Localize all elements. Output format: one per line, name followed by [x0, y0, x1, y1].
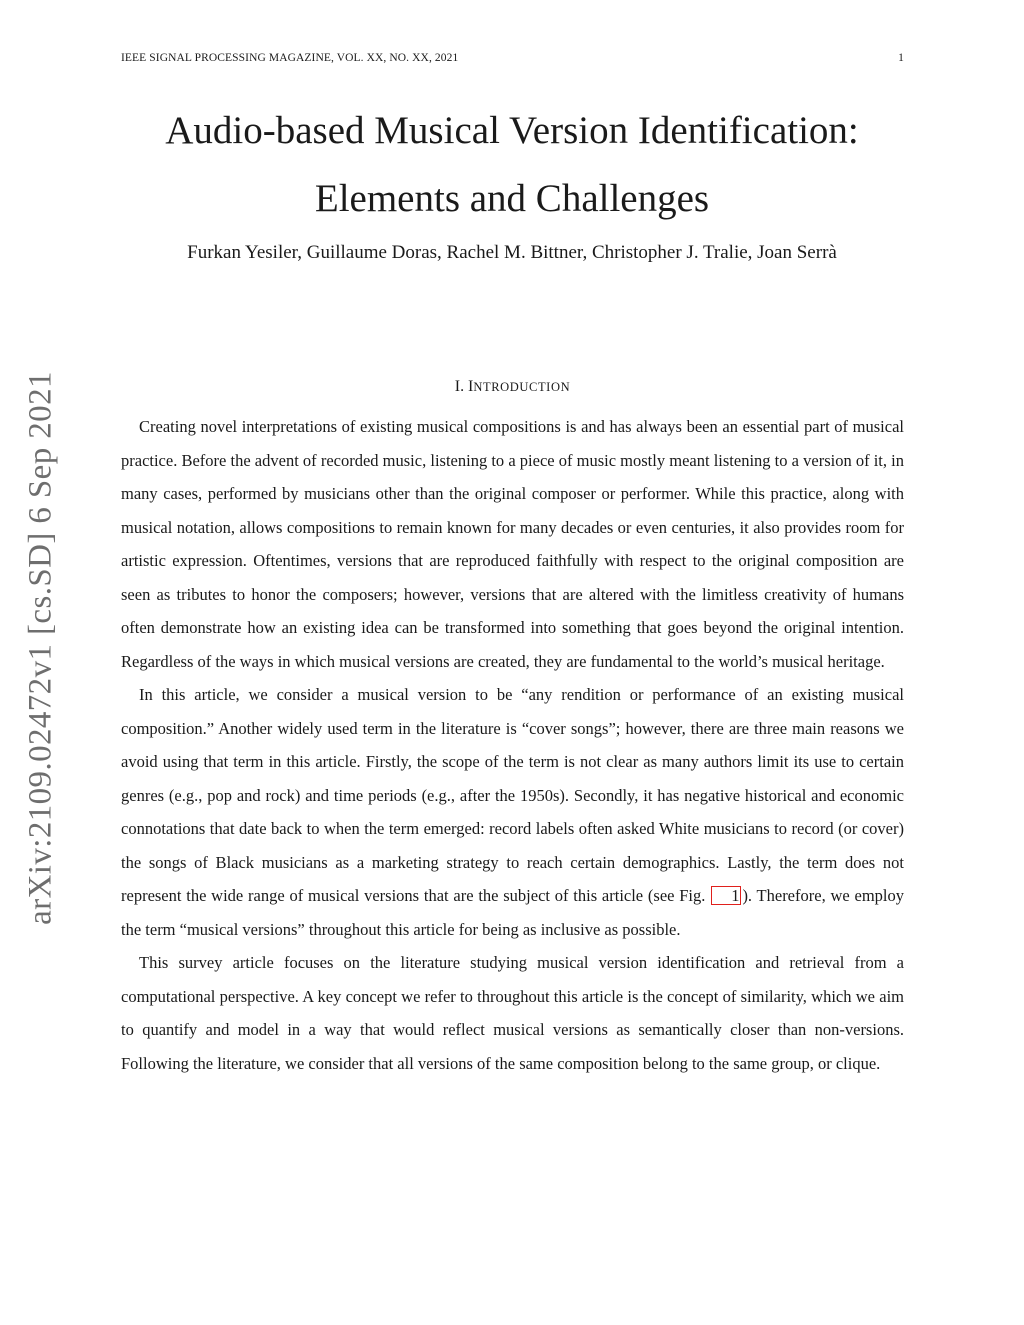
paragraph-2-text-start: In this article, we consider a musical version to be “any rendition or performance of an existing musical composition.” Another widely used term in the literature is “cover songs”; however, there are three main reasons we avoid using that term in this article. Firstly, the scope of the term is not clear as many authors limit its use to certain genres (e.g., pop and rock) and time periods (e.g., after the 1950s). Secondly, it has negative historical and economic connotations that date back to when the term emerged: record labels often asked White musicians to record (or cover) the songs of Black musicians as a marketing strategy to reach certain demographics. Lastly, the term does not represent the wide range of musical versions that are the subject of this article (see Fig. [121, 685, 904, 905]
running-header [121, 52, 904, 68]
arxiv-stamp-text: arXiv:2109.02472v1 [cs.SD] 6 Sep 2021 [22, 371, 59, 925]
section-title-rest: NTRODUCTION [473, 380, 571, 394]
section-heading-introduction [121, 376, 904, 398]
paragraph-2 [121, 678, 904, 946]
paper-title-line-1: Audio-based Musical Version Identification: [165, 109, 859, 152]
section-number: I. [454, 378, 465, 395]
paragraph-2-text-end: ). Therefore, we employ the term “musical versions” throughout this article for being as inclusive as possible. [121, 886, 904, 939]
paper-title-line-2: Elements and Challenges [314, 177, 710, 220]
figure-1-link[interactable]: 1 [711, 886, 741, 905]
section-title-initial: I [468, 378, 474, 395]
paper-title [100, 97, 924, 233]
page-number: 1 [898, 52, 904, 64]
paragraph-1: Creating novel interpretations of existing musical compositions is and has always been an essential part of musical practice. Before the advent of recorded music, listening to a piece of music mostly meant listening to a version of it, in many cases, performed by musicians other than the original composer or performer. While this practice, along with musical notation, allows compositions to remain known for many decades or even centuries, it also provides room for artistic expression. Oftentimes, versions that are reproduced faithfully with respect to the original composition are seen as tributes to honor the composers; however, versions that are altered with the limitless creativity of humans often demonstrate how an existing idea can be transformed into something that goes beyond the original intention. Regardless of the ways in which musical versions are created, they are fundamental to the world’s musical heritage. [121, 417, 904, 671]
author-list: Furkan Yesiler, Guillaume Doras, Rachel M. Bittner, Christopher J. Tralie, Joan Serrà [187, 242, 837, 263]
journal-header: IEEE SIGNAL PROCESSING MAGAZINE, VOL. XX, NO. XX, 2021 [121, 52, 459, 64]
body-text [121, 410, 904, 1080]
paragraph-3: This survey article focuses on the literature studying musical version identification and retrieval from a computational perspective. A key concept we refer to throughout this article is the concept of similarity, which we aim to quantify and model in a way that would reflect musical versions as semantically closer than non-versions. Following the literature, we consider that all versions of the same composition belong to the same group, or clique. [121, 953, 904, 1073]
